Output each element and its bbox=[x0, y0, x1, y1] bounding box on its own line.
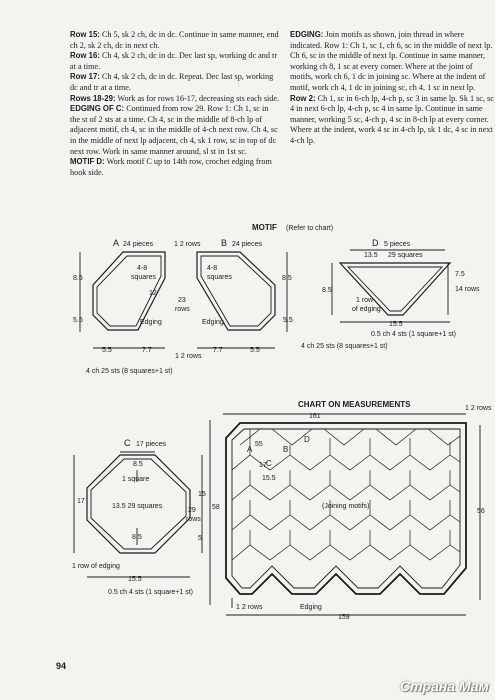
motif-c-dim-top: 8.5 bbox=[133, 461, 143, 468]
motif-b-rows-mid-n: 23 bbox=[178, 297, 186, 304]
motif-c-dim-right3: 5 bbox=[198, 535, 202, 542]
motif-d-inner bbox=[348, 267, 442, 311]
chart-joining-label: (Joining motifs) bbox=[322, 503, 370, 510]
motif-d-note2: 4 ch 25 sts (8 squares+1 st) bbox=[301, 343, 388, 350]
motif-a-pieces: 24 pieces bbox=[123, 241, 153, 248]
motif-b bbox=[174, 238, 293, 360]
para-text: Work motif C up to 14th row, crochet edging from hook side. bbox=[70, 157, 272, 177]
motif-c-rows: rows bbox=[186, 516, 201, 523]
motif-d-letter: D bbox=[372, 238, 379, 248]
motif-d-dim-b: 15.5 bbox=[389, 321, 403, 328]
motif-b-rows-bottom: 1 2 rows bbox=[175, 353, 202, 360]
para-head: EDGING OF C: bbox=[70, 104, 125, 114]
motif-c-letter: C bbox=[124, 438, 131, 448]
watermark-logo: Страна Мам bbox=[399, 678, 489, 694]
chart-width-bottom: 159 bbox=[338, 614, 350, 621]
chart-joining-verticals bbox=[250, 429, 450, 545]
motif-b-pieces: 24 pieces bbox=[232, 241, 262, 248]
chart-height-right: 56 bbox=[477, 508, 485, 515]
para-head: MOTIF D: bbox=[70, 157, 105, 167]
para-head: Row 2: bbox=[290, 93, 316, 103]
motif-c-sq2: 13.5 29 squares bbox=[112, 503, 163, 510]
motif-d-dim-top1: 13.5 bbox=[364, 252, 378, 259]
motif-heading-note: (Refer to chart) bbox=[286, 225, 334, 232]
motif-c-dim-left: 17 bbox=[77, 498, 85, 505]
motif-a-edging: Edging bbox=[140, 319, 162, 326]
motif-b-squares-n: 4-8 bbox=[207, 265, 218, 272]
chart-letter-d: D bbox=[304, 435, 310, 444]
motif-a-squares-w: squares bbox=[131, 274, 156, 281]
para-text: Ch 1, sc in 6-ch lp, 4-ch p, sc 3 in same lp. Sk 1 sc, sc 4 in next 6-ch lp, 4-ch p, sc 4 in same lp. Continue in same manner, working 5 sc, 4-ch p, 4 sc in 8-ch lp at every corner. Where at the indent, work 4 sc in 4-ch lp, sk 1 dc, 4 sc in next 4-ch lp. bbox=[290, 93, 494, 145]
measurement-chart bbox=[210, 400, 492, 621]
chart-letter-c: C bbox=[266, 459, 272, 468]
chart-rows-bottom: 1 2 rows bbox=[236, 604, 263, 611]
chart-height-left: 58 bbox=[212, 504, 220, 511]
motif-d-note1: 0.5 ch 4 sts (1 square+1 st) bbox=[371, 331, 457, 338]
chart-edging-label: Edging bbox=[300, 604, 322, 611]
para-text: Ch 5, sk 2 ch, dc in dc. Continue in same manner, end ch 2, sk 2 ch, dc in next ch. bbox=[70, 30, 279, 50]
motif-a-squares-n: 4-8 bbox=[137, 265, 148, 272]
motif-a-dim-b1: 5.5 bbox=[102, 347, 112, 354]
chart-width-top: 161 bbox=[309, 413, 321, 420]
chart-letter-a: A bbox=[247, 445, 253, 454]
motif-d-rows-right: 14 rows bbox=[455, 286, 480, 293]
motif-c-dim-right1: 15 bbox=[198, 491, 206, 498]
para-text: Ch 4, sk 2 ch, dc in dc. Repeat. Dec last sp, working dc and tr at a time. bbox=[70, 72, 274, 92]
motif-a bbox=[73, 238, 165, 354]
para-head: Row 16: bbox=[70, 51, 100, 61]
motif-d-edging-w: of edging bbox=[352, 306, 381, 313]
motif-b-rows-mid-w: rows bbox=[175, 306, 190, 313]
motif-d-edging-n: 1 row bbox=[356, 297, 374, 304]
motif-c-dim-bottom-inner: 8.5 bbox=[132, 534, 142, 541]
motif-c-sq1: 1 square bbox=[122, 476, 150, 483]
motif-d-dim-left: 8.5 bbox=[322, 287, 332, 294]
motif-b-rows-top: 1 2 rows bbox=[174, 241, 201, 248]
motif-b-dim-right: 8.5 bbox=[282, 275, 292, 282]
motif-a-dim-b2: 7.7 bbox=[142, 347, 152, 354]
motif-d-pieces: 5 pieces bbox=[384, 241, 411, 248]
chart-heading: CHART ON MEASUREMENTS bbox=[298, 400, 411, 409]
chart-letter-b: B bbox=[283, 445, 289, 454]
motif-heading: MOTIF bbox=[252, 223, 277, 232]
chart-dim-155: 15.5 bbox=[262, 475, 276, 482]
chart-rows-top: 1 2 rows bbox=[465, 405, 492, 412]
motif-b-dim-right2: 5.5 bbox=[283, 317, 293, 324]
para-text: Join motifs as shown, join thread in where indicated. Row 1: Ch 1, sc 1, ch 6, sc in the middle of next lp. Ch 6, sc in the middle of next lp. Continue in same manner, working ch 8, 1 sc at every corner. Where at the joint of motifs, work ch 6, 1 dc in joining sc. Where at the indent of motif, work ch 4, 1 dc in joining sc, ch 4, 1 sc in next lp. bbox=[290, 30, 493, 92]
chart-dim-17: 17 bbox=[259, 462, 267, 469]
motif-b-squares-w: squares bbox=[207, 274, 232, 281]
motif-c-edging: 1 row of edging bbox=[72, 563, 120, 570]
motif-c-note: 0.5 ch 4 sts (1 square+1 st) bbox=[108, 589, 194, 596]
para-head: Row 15: bbox=[70, 30, 100, 39]
motif-a-dim-left: 8.5 bbox=[73, 275, 83, 282]
motif-a-letter: A bbox=[113, 238, 120, 248]
chart-joining-grid bbox=[232, 429, 460, 560]
para-head: Row 17: bbox=[70, 72, 100, 82]
motif-d bbox=[301, 238, 480, 350]
motif-a-dim-left2: 5.5 bbox=[73, 317, 83, 324]
para-text: Work as for rows 16-17, decreasing sts each side. bbox=[117, 93, 280, 103]
motif-d-dim-top2: 29 squares bbox=[388, 252, 423, 259]
page-number: 94 bbox=[56, 661, 67, 671]
motif-b-edging: Edging bbox=[202, 319, 224, 326]
motif-c bbox=[72, 438, 206, 596]
motif-c-dim-right2: 29 bbox=[188, 507, 196, 514]
motif-a-dim-mid: 12 bbox=[149, 290, 157, 297]
motif-c-pieces: 17 pieces bbox=[136, 441, 166, 448]
motif-b-dim-b1: 7.7 bbox=[213, 347, 223, 354]
motif-b-letter: B bbox=[221, 238, 228, 248]
motif-c-dim-bottom: 15.5 bbox=[128, 576, 142, 583]
motif-d-dim-right: 7.5 bbox=[455, 271, 465, 278]
chart-dim-55: 55 bbox=[255, 441, 263, 448]
para-text: Ch 4, sk 2 ch, dc in dc. Dec last sp, working dc and tr at a time. bbox=[70, 51, 278, 71]
para-head: EDGING: bbox=[290, 30, 324, 39]
motif-ab-note: 4 ch 25 sts (8 squares+1 st) bbox=[86, 368, 173, 375]
para-head: Rows 18-29: bbox=[70, 93, 116, 103]
para-text: Continued from row 29. Row 1: Ch 1, sc in the st of 2 sts at a time. Ch 4, sc in the middle of 8-ch lp of adjacent motif, ch 4, sc in the middle of 4-ch next row. Ch 4, sc in the middle of next lp adjacent, ch 4, sk 1 row, sc in top of dc next row. Work in same manner around, sl st in 1st sc. bbox=[70, 104, 278, 156]
motif-b-dim-b2: 5.5 bbox=[250, 347, 260, 354]
